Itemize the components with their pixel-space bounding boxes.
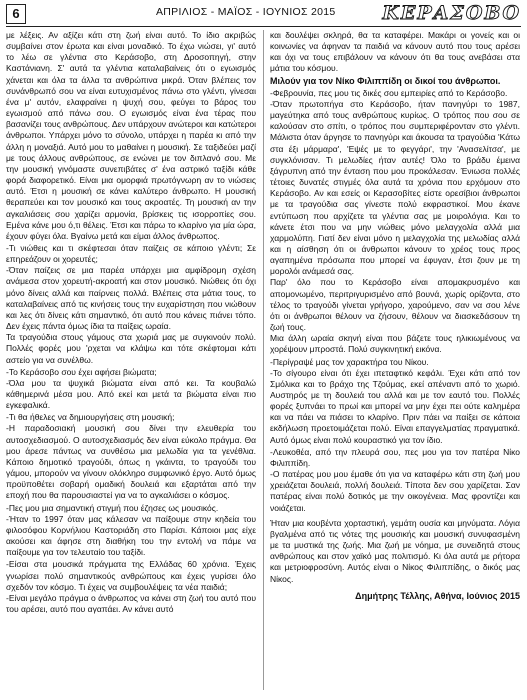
question: -Λευκοθέα, από την πλευρά σου, πες μου για τον πατέρα Νίκο Φιλιππίδη. <box>270 446 520 468</box>
question: -Είσαι στα μουσικά πράγματα της Ελλάδας 60 χρόνια. Έχεις γνωρίσει πολύ σημαντικούς ανθρώπους και έχεις γυρίσει όλο σχεδόν τον κόσμο. Τι έχεις να συμβουλέψεις τα νέα παιδιά; <box>6 559 256 592</box>
paragraph: -Η παραδοσιακή μουσική σου δίνει την ελευθερία του αυτοσχεδιασμού. Ο αυτοσχεδιασμός δεν είναι εύκολο πράγμα. Θα μου άρεσε πάντως να συνθέσω μια μελωδία για τα γενέθλια. Κάποιο δημοτικό τραγούδι, όπως η γκάιντα, το τραγούδι του γάμου, μπορούν να γίνουν ολόκληρο συμφωνικό έργο. Αυτό όμως προϋποθέτει σοβαρή ομαδική δουλειά και εξαρτάται από την εποχή που θα παρουσιαστεί για να το αγκαλιάσει ο κόσμος. <box>6 423 256 501</box>
paragraph: -Όλα μου τα ψυχικά βιώματα είναι από κει. Τα κουβαλώ κάθημερινά μέσα μου. Από εκεί και μετά τα βιώματα είναι πιο εγκεφαλικά. <box>6 377 256 411</box>
left-column <box>6 30 256 615</box>
right-column <box>270 30 520 602</box>
column-divider <box>263 30 264 690</box>
paragraph: -Όταν πρωτοπήγα στο Κεράσοβο, ήταν πανηγύρι το 1987, μαγεύτηκα από τους ανθρώπους κυρίως. Ο τρόπος που σου σε καλούσαν στο σπίτι, ο τρόπος που συμπεριφέρονταν στο γλέντι. Μάλιστα όταν άργησε το πανηγύρι και άκουσα τα τραγούδια 'Κάτω στα έξι μάρμαρα', 'Εψές με το φεγγάρι', την 'Ανασελίτσα', με συγκλόνισαν. Τι μελωδίες ήταν αυτές! Όλο το βράδυ έμεινα ξάγρυπνη από την ένταση που μου προκάλεσαν. Ένιωσα πολλές τέτοιες δυνατές στιγμές όλα αυτά τα χρόνια που ερχόμουν στο Κεράσοβο. Αν και εσείς οι Κερασοβίτες είστε ορεσίβιοι άνθρωποι με τα τραγούδια σας γίνεστε πολύ εκφραστικοί. Μου έκανε εντύπωση που αρχίζετε τα γλέντια σας με μοιρολόγια. Και το κάνετε έτσι που να μην νιώθεις μόνο μελαγχολία αλλά μια χαρμολύπη. Γιατί δεν είναι μόνο η μελαγχολία της μελωδίας αλλά και η αίσθηση ότι οι άνθρωποι κάνουν το χρέος τους προς αγαπημένα πρόσωπα που μπορεί να έφυγαν, έτσι ζουν με τη μορολόι ανάμεσά σας. <box>270 98 520 277</box>
author-signature: Δημήτρης Τέλλης, Αθήνα, Ιούνιος 2015 <box>355 590 520 601</box>
paragraph: -Το σίγουρο είναι ότι έχει ιπεταφτικό κεφάλι. Έχει κάτι από τον Σμόλικα και το βράχο της Τζούμας, εκεί απέναντι από το χωριό. Αυστηρός με τη δουλειά του αλλά και με τον εαυτό του. Πολλές φορές ξυπνάει το πρωί και μπορεί να μην έχει πει ούτε καλημέρα και να πάει να πιάσει το κλαρίνο. Πριν πάει να παίξει σε κάποια εκδήλωση προετοιμάζεται πολύ. Είναι επαγγελματίας πραγματικά. Αυτό όμως είναι πολύ κουραστικό για τον ίδιο. <box>270 367 520 445</box>
question: -Φεβρουνία, πες μου τις δικές σου εμπειρίες από το Κεράσοβο. <box>270 87 508 98</box>
paragraph: -Όταν παίζεις σε μια παρέα υπάρχει μια αμφίδρομη σχέση ανάμεσα στον χορευτή-ακροατή και στον μουσικό. Νιώθεις ότι όχι μόνο δίνεις αλλά και παίρνεις πολλά. Βλέπεις στα μάτια τους, το καταλαβαίνεις από τις κινήσεις τους την ευχαρίστηση που νιώθουν και λες ότι δίνεις κάτι σημαντικό, ότι αυτό που κάνεις πιάνει τόπο. Δεν έχεις πάντα όμως ίδια τα παίξεις ωραία. <box>6 265 256 332</box>
question: -Πες μου μια σημαντική στιγμή που έζησες ως μουσικός. <box>6 502 219 513</box>
question: -Περίγραψέ μας τον χαρακτήρα του Νίκου. <box>270 356 429 367</box>
masthead-logo: ΚΕΡΑΣΟΒΟ <box>382 2 521 24</box>
paragraph: Μια άλλη ωραία σκηνή είναι που βάζετε τους ηλικιωμένους να χορέψουν μπροστά. Πολύ συγκινητική εικόνα. <box>270 333 520 355</box>
section-heading: Μιλούν για τον Νίκο Φιλιππίδη οι δικοί του άνθρωποι. <box>270 75 501 86</box>
paragraph: Τα τραγούδια στους γάμους στα χωριά μας με συγκινούν πολύ. Πολλές φορές μου 'ρχεται να κλάψω και τότε σκέφτομαι κάτι αστείο για να συνέλθω. <box>6 332 256 365</box>
paragraph: -Ήταν το 1997 όταν μας κάλεσαν να παίξουμε στην κηδεία του φιλοσόφου Κορνήλιου Καστοριάδη στο Παρίσι. Κάποιοι μας είχε ακούσει και άφησε στη διαθήκη του την εντολή να πάμε να παίξουμε για τον τελευταίο του ταξίδι. <box>6 513 256 558</box>
paragraph: με λέξεις. Αν αξίζει κάτι στη ζωή είναι αυτό. Το ίδιο ακριβώς συμβαίνει στον έρωτα και είναι μοναδικό. Το έχω νιώσει, γι' αυτό το λέω σε γλέντια στο Κεράσοβο, στη Δροσοπηγή, στην Καστάνιανη. Σ' αυτά τα γλέντια καταλαβαίνεις ότι ο εγωισμός χάνεται και όλα τα άλλα τα ανθρώπινα μικρά. Όταν βλέπεις τον συνάνθρωπό σου να είναι ευτυχισμένος πάνω στο γλέντι, γίνεσαι ένα μ' αυτόν, ελαφραίνει η ψυχή σου, φεύγει το βάρος του εγωισμού από πάνω σου. Ο εγωισμός είναι ένα τέρας που βασανίζει τους ανθρώπους. Δεν υπάρχουν ανώτεροι και κατώτεροι άνθρωποι. Υπάρχει μόνο το σύνολο, υπάρχει η παρέα κι από την άλλη η μοναξιά. Αυτό μου το μαθαίνει η μουσική. Σε ταξιδεύει μαζί με τους άλλους ανθρώπους, σε ενώνει με τον διπλανό σου. Με την μουσική γινόμαστε συνεπιβάτες σ' ένα αστρικό ταξίδι κάθε φορά διαφορετικό. Είναι μια ομορφιά πρωτόγνωρη αν το νιώσεις αυτό. Έτσι η μουσική σε κάνει καλύτερο άνθρωπο. Η μουσική θεραπεύει και τον μουσικό και τους ακροατές. Τη μουσική αν την αγκαλιάσεις σου χαρίζει αρμονία, βρίσκεις τις ισορροπίες σου. Εμένα κάνε μου ό,τι θέλεις. Έτσι και πάρω το κλαρίνο για μία ώρα, έχουν φύγει όλα. Βγαίνω μετά και είμαι άλλος άνθρωπος. <box>6 30 256 241</box>
paragraph: Παρ' όλο που το Κεράσοβο είναι απομακρυσμένο και απομονωμένο, περιτριγυρισμένο από βουνά, χωρίς ορίζοντα, στο τέλος το τραγούδι γίνεται γρήγορο, χαρούμενο, σαν να σου λένε ότι οι άνθρωποι θέλουν να ζήσουν, θέλουν να διασκεδάσουν τη ζωή τους. <box>270 277 520 333</box>
issue-date: ΑΠΡΙΛΙΟΣ - ΜΑΪΟΣ - ΙΟΥΝΙΟΣ 2015 <box>156 6 336 18</box>
question: -Τι νιώθεις και τι σκέφτεσαι όταν παίζεις σε κάποιο γλέντι; Σε επηρεάζουν οι χορευτές; <box>6 242 256 265</box>
paragraph: και δουλέψει σκληρά, θα τα καταφέρει. Μακάρι οι γονείς και οι κοινωνίες να άφηναν τα παιδιά να κάνουν αυτό που τους αρέσει και όχι να τους επιβάλουν να κάνουν ότι θα τους ανεβάσει στα μάτια του κόσμου. <box>270 30 520 74</box>
question: -Τι θα ήθελες να δημιουργήσεις στη μουσική; <box>6 412 175 423</box>
page-header <box>6 4 521 27</box>
question: -Το Κεράσοβο σου έχει αφήσει βιώματα; <box>6 366 157 377</box>
page-number: 6 <box>6 4 26 24</box>
paragraph: -Ο πατέρας μου μου έμαθε ότι για να καταφέρω κάτι στη ζωή μου χρειάζεται δουλειά, πολλή δουλειά. Τίποτα δεν σου χαρίζεται. Σαν πατέρας είναι πολύ δοτικός με την οικογένεια. Μας φροντίζει και νοιάζεται. <box>270 469 520 513</box>
closing-paragraph: Ήταν μια κουβέντα χορταστική, γεμάτη ουσία και μηνύματα. Λόγια βγαλμένα από τις νότες της μουσικής και μουσική συνυφασμένη με τα μυστικά της ζωής. Μια ζωή με νόημα, με συνειδητά στους ανθρώπους και στον χαϊκό μας πολιτισμό. Κι όλα αυτά με ρήτορα και μετριοφροσύνη. Αυτός είναι ο Νίκος Φιλιππίδης, ο δικός μας Νίκος. <box>270 517 520 584</box>
paragraph: -Είναι μεγάλο πράγμα ο άνθρωπος να κάνει στη ζωή του αυτό που του αρέσει, αυτό που αγαπάει. Αν κάνει αυτό <box>6 592 256 614</box>
